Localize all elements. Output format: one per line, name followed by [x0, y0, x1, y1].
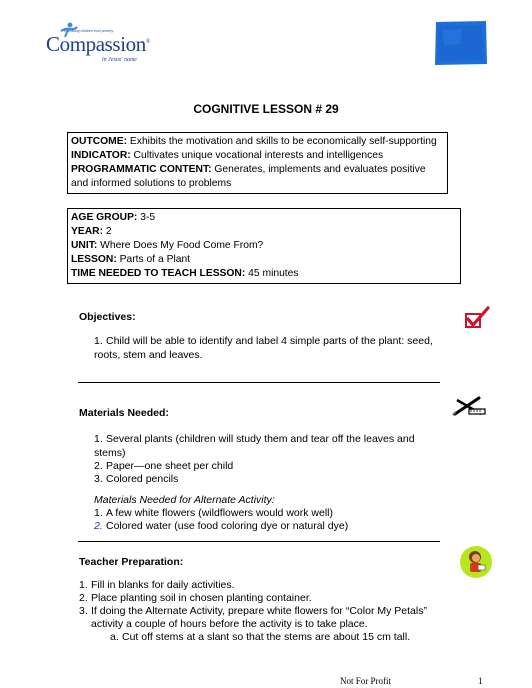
footer-text: Not For Profit: [340, 676, 392, 686]
year-label: YEAR:: [71, 226, 104, 237]
logo-subtitle: in Jesus' name: [102, 57, 137, 63]
material-item-2: 2. Paper—one sheet per child: [94, 460, 234, 472]
time-value: 45 minutes: [245, 268, 299, 279]
outcome-label: OUTCOME:: [71, 136, 128, 147]
materials-heading: Materials Needed:: [79, 407, 169, 419]
page-number: 1: [478, 676, 483, 686]
unit-value: Where Does My Food Come From?: [97, 240, 264, 251]
pencil-ruler-icon: [449, 394, 489, 421]
time-label: TIME NEEDED TO TEACH LESSON:: [71, 268, 246, 279]
prep-item-2: 2. Place planting soil in chosen planting container.: [79, 592, 312, 604]
objective-item-1: 1. Child will be able to identify and label 4 simple parts of the plant: seed,: [94, 335, 433, 347]
material-item-1-cont: stems): [94, 447, 126, 459]
logo-tagline: Releasing children from poverty: [64, 29, 114, 33]
year-value: 2: [103, 226, 112, 237]
unit-label: UNIT:: [71, 240, 98, 251]
alt-material-item-2: 2. Colored water (use food coloring dye or natural dye): [94, 520, 349, 532]
objective-item-1-cont: roots, stem and leaves.: [94, 349, 203, 361]
blue-paint-patch: [432, 20, 488, 66]
outcome-box: [67, 132, 448, 194]
logo-wordmark: Compassion®: [46, 32, 151, 56]
lesson-label: LESSON:: [71, 254, 117, 265]
prep-heading: Teacher Preparation:: [79, 556, 184, 568]
divider: [78, 541, 440, 542]
indicator-text: Cultivates unique vocational interests and intelligences: [130, 150, 384, 161]
content-text-2: and informed solutions to problems: [71, 178, 232, 189]
alt-materials-heading: Materials Needed for Alternate Activity:: [94, 494, 275, 506]
teacher-avatar-icon: [459, 545, 493, 582]
lesson-value: Parts of a Plant: [116, 254, 191, 265]
prep-item-3-cont: activity a couple of hours before the activity is to take place.: [91, 618, 368, 630]
age-value: 3-5: [137, 212, 156, 223]
age-label: AGE GROUP:: [71, 212, 138, 223]
outcome-text: Exhibits the motivation and skills to be economically self-supporting: [127, 136, 437, 147]
prep-item-1: 1. Fill in blanks for daily activities.: [79, 579, 235, 591]
page-title: COGNITIVE LESSON # 29: [193, 102, 339, 116]
divider: [78, 382, 440, 383]
content-text-1: Generates, implements and evaluates positive: [211, 164, 426, 175]
prep-sub-item-a: a. Cut off stems at a slant so that the stems are about 15 cm tall.: [110, 631, 411, 643]
compassion-logo: [44, 22, 174, 72]
content-label: PROGRAMMATIC CONTENT:: [71, 164, 212, 175]
lesson-info-box: [67, 208, 461, 284]
indicator-label: INDICATOR:: [71, 150, 131, 161]
objectives-heading: Objectives:: [79, 311, 136, 323]
checkmark-icon: [464, 306, 490, 333]
material-item-1: 1. Several plants (children will study them and tear off the leaves and: [94, 433, 415, 445]
prep-item-3: 3. If doing the Alternate Activity, prepare white flowers for “Color My Petals”: [79, 605, 427, 617]
alt-material-item-1: 1. A few white flowers (wildflowers would work well): [94, 507, 333, 519]
material-item-3: 3. Colored pencils: [94, 473, 179, 485]
